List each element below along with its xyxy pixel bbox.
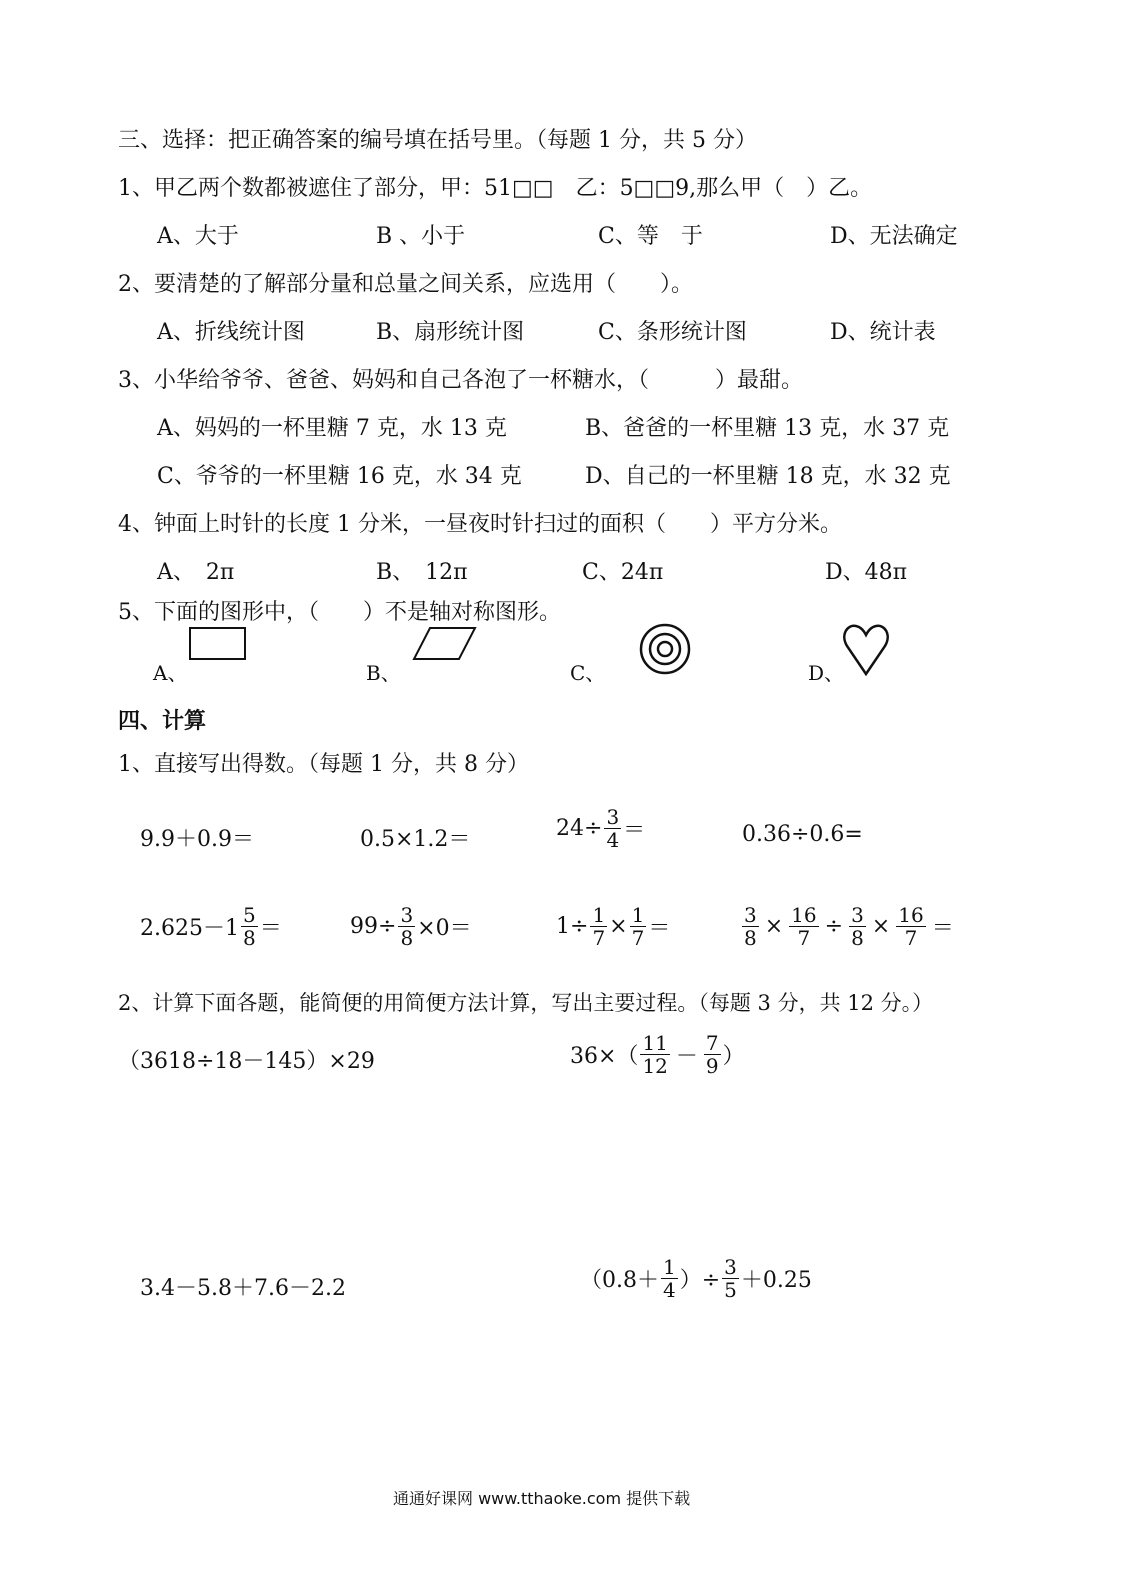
- q4-option-b: B、 12π: [376, 560, 468, 585]
- expr-8: $\frac{3}{8}$ × $\frac{16}{7}$ ÷ $\frac{3}{8}$ × $\frac{16}{7}$ ＝: [744, 903, 954, 950]
- q2-option-d: D、统计表: [830, 320, 936, 345]
- q1-option-a: A、大于: [157, 224, 239, 249]
- q5-option-d: D、: [808, 661, 845, 685]
- question-5: 5、下面的图形中，（ ）不是轴对称图形。: [118, 600, 561, 625]
- q1-option-d: D、无法确定: [830, 224, 958, 249]
- question-3: 3、小华给爷爷、爸爸、妈妈和自己各泡了一杯糖水，（ ）最甜。: [118, 368, 803, 393]
- section-3-title: 三、选择：把正确答案的编号填在括号里。（每题 1 分，共 5 分）: [118, 128, 757, 153]
- q4-option-c: C、24π: [582, 560, 664, 585]
- section-4-title: 四、计算: [118, 708, 207, 734]
- expr-7: 1÷ $\frac{1}{7}$ × $\frac{1}{7}$ ＝: [556, 903, 671, 950]
- concentric-circles-icon: [638, 622, 692, 676]
- q2-option-c: C、条形统计图: [598, 320, 747, 345]
- question-2: 2、要清楚的了解部分量和总量之间关系，应选用（ ）。: [118, 272, 693, 297]
- question-1: 1、甲乙两个数都被遮住了部分，甲：51□□ 乙：5□□9,那么甲（ ）乙。: [118, 176, 873, 201]
- expr-1: 9.9＋0.9＝: [140, 827, 254, 852]
- q5-option-b: B、: [366, 661, 401, 685]
- parallelogram-icon: [412, 626, 478, 662]
- q3-option-d: D、自己的一杯里糖 18 克，水 32 克: [585, 464, 951, 489]
- heart-icon: [842, 622, 890, 678]
- problem-2: 36×（ $\frac{11}{12}$ － $\frac{7}{9}$ ）: [570, 1031, 745, 1078]
- part-1-title: 1、直接写出得数。（每题 1 分，共 8 分）: [118, 752, 529, 777]
- q4-option-a: A、 2π: [157, 560, 235, 585]
- footer-text: 通通好课网 www.tthaoke.com 提供下载: [393, 1489, 691, 1508]
- q2-option-a: A、折线统计图: [157, 320, 305, 345]
- q1-option-b: B 、小于: [376, 224, 466, 249]
- problem-3: 3.4－5.8＋7.6－2.2: [140, 1276, 346, 1301]
- q5-option-a: A、: [153, 661, 188, 685]
- q3-option-b: B、爸爸的一杯里糖 13 克，水 37 克: [585, 416, 950, 441]
- expr-6: 99÷ $\frac{3}{8}$ ×0＝: [350, 903, 472, 950]
- expr-4: 0.36÷0.6=: [742, 822, 863, 847]
- q1-option-c: C、等 于: [598, 224, 703, 249]
- problem-1: （3618÷18－145）×29: [118, 1049, 375, 1074]
- q2-option-b: B、扇形统计图: [376, 320, 525, 345]
- expr-3: 24÷ $\frac{3}{4}$ ＝: [556, 805, 646, 852]
- part-2-title: 2、计算下面各题，能简便的用简便方法计算，写出主要过程。（每题 3 分，共 12 分。）: [118, 991, 934, 1015]
- problem-4: （0.8＋ $\frac{1}{4}$ ）÷ $\frac{3}{5}$ ＋0.25: [580, 1255, 812, 1302]
- expr-5: 2.625－1 $\frac{5}{8}$ ＝: [140, 903, 282, 950]
- rectangle-icon: [188, 626, 248, 662]
- q5-option-c: C、: [570, 661, 606, 685]
- expr-2: 0.5×1.2＝: [360, 827, 471, 852]
- question-4: 4、钟面上时针的长度 1 分米，一昼夜时针扫过的面积（ ）平方分米。: [118, 512, 842, 537]
- q3-option-c: C、爷爷的一杯里糖 16 克，水 34 克: [157, 464, 522, 489]
- q3-option-a: A、妈妈的一杯里糖 7 克，水 13 克: [157, 416, 507, 441]
- q4-option-d: D、48π: [825, 560, 908, 585]
- fraction: $\frac{3}{4}$: [606, 805, 620, 852]
